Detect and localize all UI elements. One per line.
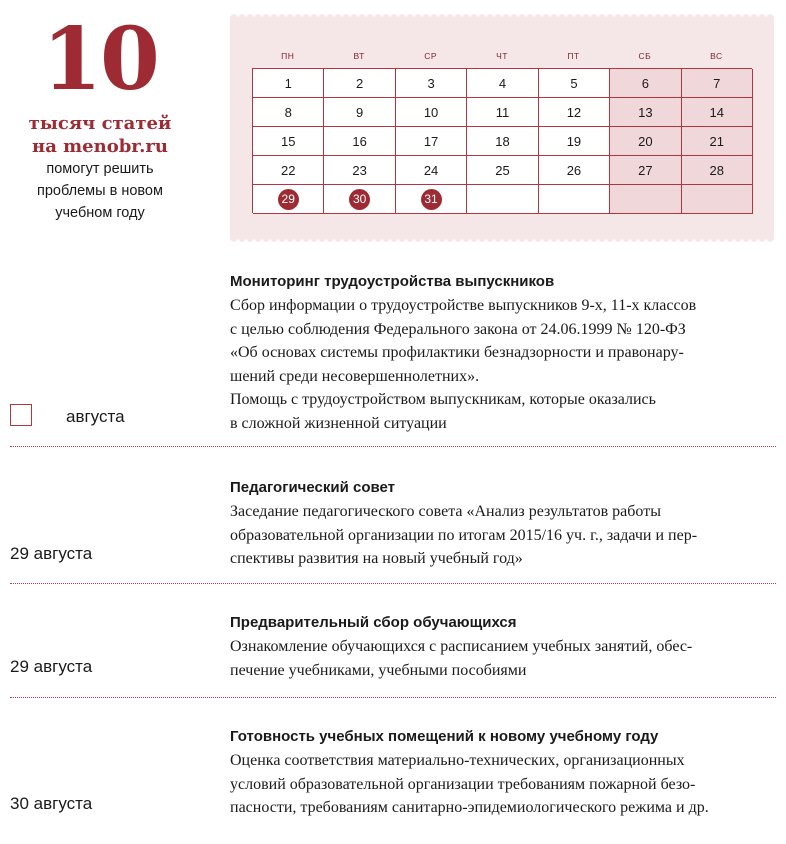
calendar-day-cell <box>610 98 681 127</box>
event-date: 30 августа <box>10 794 93 813</box>
calendar-day-number: 23 <box>352 162 367 178</box>
event-description-line: Сбор информации о трудоустройстве выпускников 9-х, 11-х классов <box>230 297 697 314</box>
calendar-day-number: 7 <box>713 75 721 91</box>
promo-text-2: проблемы в новом <box>37 183 163 199</box>
calendar-day-highlighted: 30 <box>349 189 370 210</box>
calendar-day-cell <box>467 127 538 156</box>
calendar-day-number: 8 <box>284 104 292 120</box>
calendar-day-cell <box>253 127 324 156</box>
calendar-day-number: 26 <box>566 162 582 178</box>
calendar-day-cell <box>610 156 681 185</box>
calendar-day-number: 12 <box>566 104 582 120</box>
calendar-day-cell <box>539 185 610 214</box>
calendar-day-cell <box>682 127 753 156</box>
calendar-day-number: 5 <box>570 75 578 91</box>
event-title: Предварительный сбор обучающихся <box>230 614 517 631</box>
calendar-day-number: 4 <box>498 75 507 91</box>
event-description <box>230 635 776 682</box>
event-date: 29 августа <box>10 657 93 676</box>
calendar-day-cell <box>539 69 610 98</box>
calendar-day-cell <box>324 185 395 214</box>
calendar-day-number: 20 <box>638 133 653 149</box>
calendar-day-number: 16 <box>352 133 367 149</box>
calendar <box>230 17 774 239</box>
calendar-day-number: 27 <box>638 162 653 178</box>
event-description <box>230 500 776 571</box>
calendar-day-number: 18 <box>495 133 510 149</box>
event-date-text: августа <box>66 407 125 426</box>
event-description-line: Ознакомление обучающихся с расписанием учебных занятий, обес- <box>230 638 693 655</box>
calendar-day-cell <box>324 156 395 185</box>
event-description-line: пасности, требованиям санитарно-эпидемиологического режима и др. <box>230 799 709 816</box>
event-description-line: образовательной организации по итогам 2015/16 уч. г., задачи и пер- <box>230 526 698 544</box>
calendar-day-cell <box>396 156 467 185</box>
calendar-day-cell <box>682 98 753 127</box>
calendar-day-cell <box>253 69 324 98</box>
calendar-day-cell <box>610 185 681 214</box>
event-date: 29 августа <box>10 544 93 563</box>
promo-number: 10 <box>42 9 158 110</box>
event-description-line: Помощь с трудоустройством выпускникам, которые оказались <box>230 391 656 408</box>
calendar-day-cell <box>324 69 395 98</box>
calendar-weekday-label: СБ <box>638 51 652 61</box>
event-separator <box>10 583 776 584</box>
event-description <box>230 749 776 820</box>
calendar-day-number: 10 <box>423 104 439 120</box>
calendar-day-number: 1 <box>284 75 292 91</box>
calendar-day-cell <box>396 69 467 98</box>
calendar-day-number: 3 <box>427 75 435 91</box>
calendar-day-number: 24 <box>423 162 439 178</box>
promo-block <box>0 9 200 224</box>
calendar-day-cell <box>324 127 395 156</box>
calendar-day-cell <box>396 127 467 156</box>
event-title: Мониторинг трудоустройства выпускников <box>230 273 555 290</box>
calendar-day-cell <box>467 98 538 127</box>
calendar-weekday-label: ЧТ <box>496 51 508 61</box>
event-description <box>230 294 776 435</box>
calendar-day-cell <box>253 185 324 214</box>
calendar-day-number: 17 <box>423 133 439 149</box>
calendar-day-cell <box>610 127 681 156</box>
event-description-line: Заседание педагогического совета «Анализ результатов работы <box>230 503 661 520</box>
calendar-day-number: 14 <box>709 104 725 120</box>
calendar-day-highlighted: 31 <box>421 189 442 210</box>
calendar-day-number: 25 <box>495 162 510 178</box>
promo-text-1: помогут решить <box>46 161 154 177</box>
calendar-day-number: 22 <box>280 162 296 178</box>
event-description-line: спективы развития на новый учебный год» <box>230 550 523 567</box>
event-description-line: в сложной жизненной ситуации <box>230 414 447 432</box>
event-description-line: шений среди несовершеннолетних». <box>230 367 480 385</box>
date-blank-box <box>10 404 32 426</box>
calendar-day-number: 2 <box>356 75 364 91</box>
calendar-day-cell <box>539 127 610 156</box>
calendar-day-number: 11 <box>495 104 510 120</box>
calendar-day-number: 9 <box>356 104 364 120</box>
event-description-line: условий образовательной организации требованиям пожарной безо- <box>230 775 696 793</box>
calendar-day-number: 19 <box>566 133 582 149</box>
event-separator <box>10 697 776 698</box>
event-separator <box>10 446 776 447</box>
calendar-day-cell <box>467 156 538 185</box>
event-title: Педагогический совет <box>230 479 395 496</box>
promo-text-3: учебном году <box>55 205 145 221</box>
calendar-day-cell <box>682 156 753 185</box>
calendar-day-cell <box>253 98 324 127</box>
calendar-day-number: 28 <box>709 162 725 178</box>
calendar-day-cell <box>467 69 538 98</box>
calendar-day-cell <box>467 185 538 214</box>
calendar-day-cell <box>539 156 610 185</box>
calendar-weekday-label: ВС <box>710 51 723 61</box>
calendar-day-highlighted: 29 <box>278 189 299 210</box>
event-date <box>10 406 125 429</box>
calendar-day-cell <box>396 185 467 214</box>
calendar-day-cell <box>324 98 395 127</box>
calendar-weekday-label: ПТ <box>567 51 580 61</box>
calendar-day-cell <box>682 185 753 214</box>
event-title: Готовность учебных помещений к новому учебному году <box>230 728 659 745</box>
promo-headline-1: тысяч статей <box>28 113 172 134</box>
calendar-day-number: 21 <box>709 133 725 149</box>
promo-headline-2: на menobr.ru <box>32 136 168 157</box>
calendar-weekday-label: СР <box>424 51 438 61</box>
calendar-weekday-label: ПН <box>281 51 295 61</box>
calendar-day-number: 15 <box>280 133 296 149</box>
calendar-day-number: 6 <box>641 75 649 91</box>
event-description-line: Оценка соответствия материально-технических, организационных <box>230 752 685 769</box>
calendar-day-cell <box>253 156 324 185</box>
calendar-weekday-label: ВТ <box>353 51 365 61</box>
event-description-line: с целью соблюдения Федерального закона от 24.06.1999 № 120-ФЗ <box>230 320 686 338</box>
calendar-day-cell <box>682 69 753 98</box>
event-description-line: «Об основах системы профилактики безнадзорности и правонару- <box>230 344 684 361</box>
event-description-line: печение учебниками, учебными пособиями <box>230 661 527 679</box>
calendar-day-number: 13 <box>638 104 653 120</box>
calendar-grid <box>252 68 752 213</box>
calendar-day-cell <box>610 69 681 98</box>
calendar-day-cell <box>539 98 610 127</box>
calendar-day-cell <box>396 98 467 127</box>
